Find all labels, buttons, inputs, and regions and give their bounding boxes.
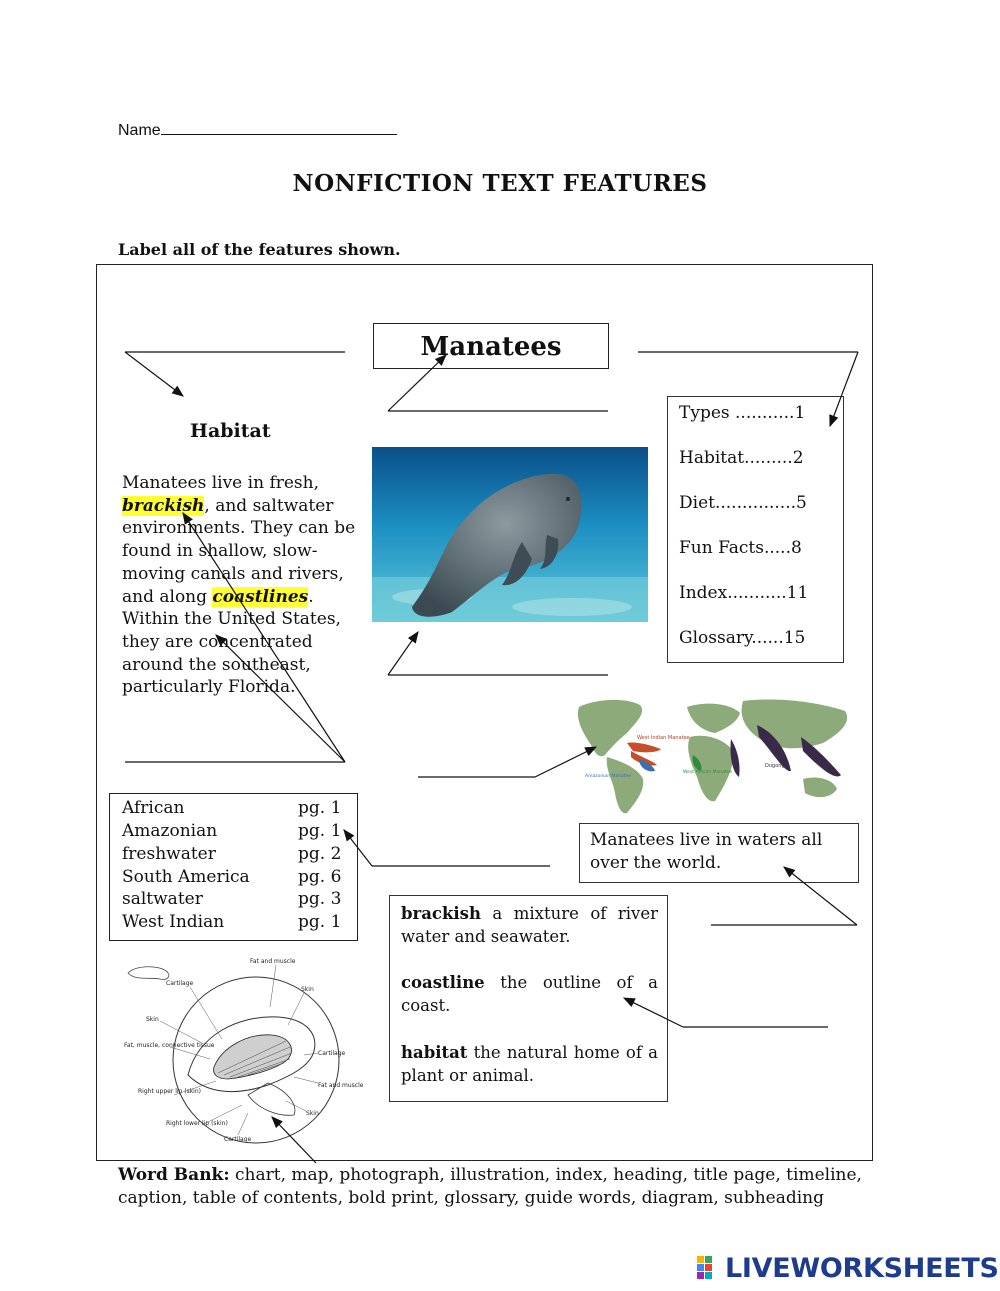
manatees-title: Manatees (373, 323, 609, 369)
index-row: South America pg. 6 (122, 867, 342, 887)
habitat-body-text: Manatees live in fresh, brackish, and saltwater environments. They can be found in shallow, slow-moving canals and rivers, and along coastlines. Within the United States, they are concentrated around the southeast, particularly Florida. (122, 473, 356, 698)
glossary-entry: habitat the natural home of a plant or animal. (401, 1043, 658, 1085)
word-bank-words: chart, map, photograph, illustration, index, heading, title page, timeline, caption, table of contents, bold print, glossary, guide words, diagram, subheading (118, 1165, 862, 1208)
toc-item: Index...........11 (679, 583, 809, 603)
bold-term-coastlines: coastlines (212, 586, 309, 607)
diagram-label: Cartilage (224, 1136, 252, 1143)
diagram-label: Cartilage (318, 1050, 346, 1057)
toc-item: Types ...........1 (679, 403, 806, 423)
diagram-label: Right upper lip (skin) (138, 1088, 201, 1095)
toc-item: Fun Facts.....8 (679, 538, 802, 558)
diagram-label: Fat and muscle (318, 1082, 363, 1089)
word-bank (118, 1164, 878, 1209)
toc-item: Habitat.........2 (679, 448, 804, 468)
map-label-west-african: West African Manatee (683, 770, 733, 775)
index-row: saltwater pg. 3 (122, 889, 342, 909)
toc-item: Diet...............5 (679, 493, 807, 513)
toc-item: Glossary......15 (679, 628, 806, 648)
habitat-subheading: Habitat (190, 420, 271, 442)
diagram-label: Cartilage (166, 980, 194, 987)
diagram-label: Right lower lip (skin) (166, 1120, 228, 1127)
index-row: Amazonian pg. 1 (122, 821, 342, 841)
diagram-label: Skin (146, 1016, 159, 1023)
bold-term-brackish: brackish (122, 495, 205, 516)
diagram-label: Fat and muscle (250, 958, 296, 965)
caption-text: Manatees live in waters all over the world. (590, 830, 823, 873)
index-row: African pg. 1 (122, 798, 342, 818)
word-bank-label: Word Bank: (118, 1165, 230, 1185)
map-label-west-indian: West Indian Manatee (637, 735, 690, 741)
map-label-dugong: Dugong (765, 763, 785, 769)
name-label: Name (118, 122, 161, 139)
diagram-label: Skin (301, 986, 314, 993)
logo-text: LIVEWORKSHEETS (725, 1253, 999, 1284)
glossary-entry: coastline the outline of a coast. (401, 973, 658, 1015)
map-label-amazonian: Amazonian Manatee (585, 774, 632, 779)
liveworksheets-logo-icon (697, 1256, 721, 1282)
diagram-label: Skin (306, 1110, 319, 1117)
instructions: Label all of the features shown. (118, 240, 401, 259)
diagram-label: Fat, muscle, connective tissue (124, 1042, 215, 1049)
page-title: NONFICTION TEXT FEATURES (292, 170, 708, 197)
glossary-entry: brackish a mixture of river water and seawater. (401, 904, 658, 946)
index-row: West Indian pg. 1 (122, 912, 342, 932)
index-row: freshwater pg. 2 (122, 844, 342, 864)
